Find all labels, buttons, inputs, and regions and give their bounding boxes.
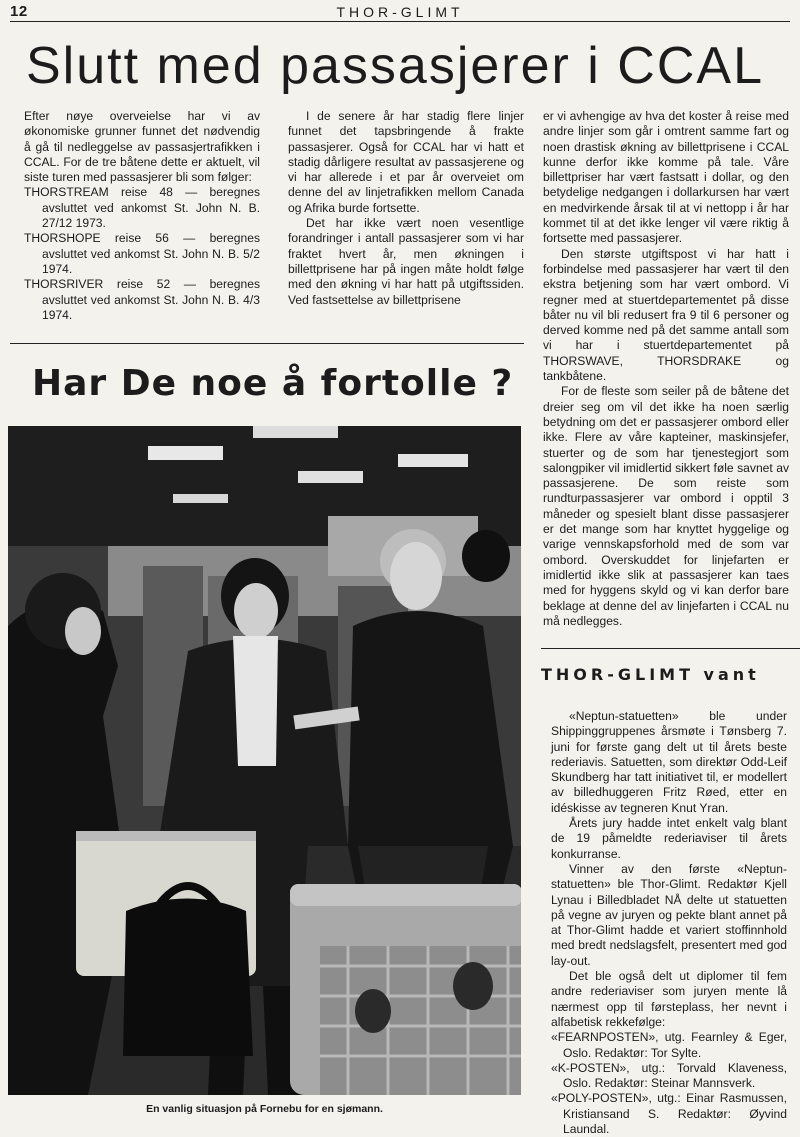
running-head: THOR-GLIMT (336, 4, 464, 20)
article-column-1 (24, 109, 260, 323)
article-paragraph: For de fleste som seiler på de båtene det dreier seg om vil det ikke ha noen særlig betydning om det er passasjerer ombord eller ikke. Flere av våre kapteiner, maskinsjefer, stuerter og de som har tjenestegjort som salongpiker vil imidlertid sikkert føle savnet av passasjerene. De som reiste som rundturpassasjerer var ombord i opptil 3 måneder og spesielt blant disse passasjerer er det mange som har knyttet hyggelige og varige vennskapsforhold med de som var ombord. Overskuddet for linjefarten er imidlertid ikke slik at passasjerer kan taes med for hyggens skyld og vi kan derfor bare beklage at denne del av linjefarten i CCAL nu må nedlegges. (543, 384, 789, 628)
feature-headline: Har De noe å fortolle ? (32, 363, 514, 404)
sidebar-paragraph: Årets jury hadde intet enkelt valg blant de 19 påmeldte rederiaviser til årets konkurranse. (551, 816, 787, 861)
diploma-list-item: «FEARNPOSTEN», utg. Fearnley & Eger, Oslo. Redaktør: Tor Sylte. (551, 1030, 787, 1060)
photo-caption: En vanlig situasjon på Fornebu for en sjømann. (146, 1103, 383, 1115)
article-headline: Slutt med passasjerer i CCAL (25, 37, 765, 95)
section-rule (541, 648, 800, 649)
sailing-item: THORSHOPE reise 56 — beregnes avsluttet ved ankomst St. John N. B. 5/2 1974. (24, 231, 260, 276)
article-paragraph: er vi avhengige av hva det koster å reise med andre linjer som går i omtrent samme fart og noen drastisk økning av billettprisene i CCAL kunne derfor ikke komme på tale. Våre billettpriser har vært fastsatt i dollar, og den betydelige nedgangen i dollarkursen har vært en medvirkende årsak til at vi nettopp i år har kommet til at det ikke lenger vil være riktig å fortsette med passasjerer. (543, 109, 789, 246)
sidebar-paragraph: Vinner av den første «Neptun-statuetten» ble Thor-Glimt. Redaktør Kjell Lynau i Billedbladet NÅ delte ut statuetten på vegne av juryen og pekte blant annet på at Thor-Glimt hadde et variert stoffinnhold med bredt nedslagsfelt, presentert med god lay-out. (551, 861, 787, 968)
article-paragraph: Det har ikke vært noen vesentlige forandringer i antall passasjerer som vi har fraktet hvert år, men økningen i billettprisene har på ingen måte holdt følge med den økning vi har hatt på utgiftssiden. Ved fastsettelse av billettprisene (288, 216, 524, 307)
sailing-item: THORSRIVER reise 52 — beregnes avsluttet ved ankomst St. John N. B. 4/3 1974. (24, 277, 260, 322)
page-number: 12 (10, 3, 28, 20)
article-paragraph: Den største utgiftspost vi har hatt i forbindelse med passasjerer har vært til den ekstra betjening som har vært ombord. Vi regner med at stuertdepartementet på disse båter nu vil bli redusert fra 9 til 6 personer og derved komme ned på det samme antall som vi har i stuertdepartementet på THORSWAVE, THORSDRAKE og tankbåtene. (543, 246, 789, 384)
sidebar-paragraph: Det ble også delt ut diplomer til fem andre rederiaviser som juryen mente lå nærmest opp til førsteplass, her nevnt i alfabetisk rekkefølge: (551, 969, 787, 1029)
sailing-item: THORSTREAM reise 48 — beregnes avsluttet ved ankomst St. John N. B. 27/12 1973. (24, 185, 260, 231)
article-intro: Efter nøye overveielse har vi av økonomiske grunner funnet det nødvendig å gå til nedleggelse av passasjertrafikken i CCAL. For de tre båtene dette er aktuelt, vil siste turen med passasjerer bli som følger: (24, 109, 260, 185)
sidebar-paragraph: «Neptun-statuetten» ble under Shippinggruppenes årsmøte i Tønsberg 7. juni for første gang delt ut til årets beste rederiavis. Satuetten, som direktør Odd-Leif Skundberg har tatt initiativet til, er modellert av billedhuggeren Fritz Røed, etter en idéskisse av tegneren Knut Yran. (551, 709, 787, 815)
article-paragraph: I de senere år har stadig flere linjer funnet det tapsbringende å frakte passasjerer. Også for CCAL har vi hatt et stadig dårligere resultat av passasjerene og vi har allerede i et par år overveiet om denne del av linjetrafikken mellom Canada og Afrika burde fortsette. (288, 109, 524, 215)
airport-customs-photo (8, 426, 521, 1095)
section-rule (10, 343, 524, 344)
article-column-3 (543, 109, 789, 629)
article-column-2 (288, 109, 524, 308)
sidebar-article (551, 709, 787, 1137)
diploma-list-item: «K-POSTEN», utg.: Torvald Klaveness, Oslo. Redaktør: Steinar Mannsverk. (551, 1060, 787, 1091)
sidebar-title: THOR-GLIMT vant (541, 665, 760, 684)
top-rule (10, 21, 790, 22)
diploma-list-item: «POLY-POSTEN», utg.: Einar Rasmussen, Kristiansand S. Redaktør: Øyvind Laundal. (551, 1091, 787, 1137)
